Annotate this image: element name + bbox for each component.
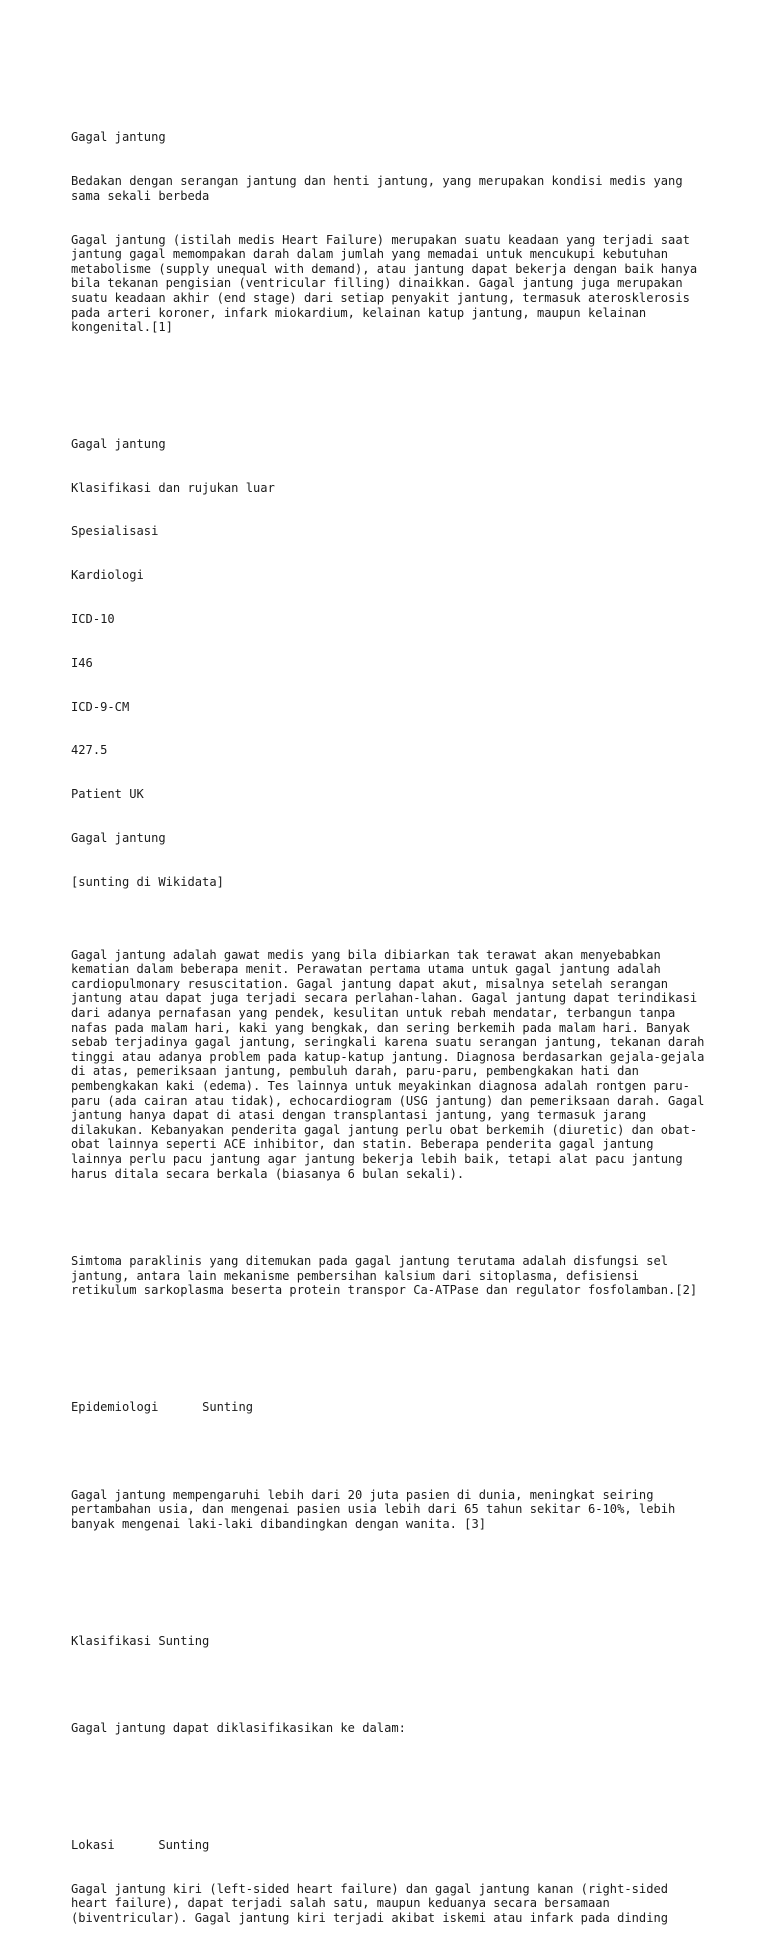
body-paragraph: Gagal jantung adalah gawat medis yang bila dibiarkan tak terawat akan menyebabkan kematian dalam beberapa menit. Perawatan pertama utama untuk gagal jantung adalah cardiopulmonary resuscitation. Gagal jantung dapat akut, misalnya setelah serangan jantung atau dapat juga terjadi secara perlahan-lahan. Gagal jantung dapat terindikasi dari adanya pernafasan yang pendek, kesulitan untuk rebah mendatar, terbangun tanpa nafas pada malam hari, kaki yang bengkak, dan sering berkemih pada malam hari. Banyak sebab terjadinya gagal jantung, seringkali karena suatu serangan jantung, tekanan darah tinggi atau adanya problem pada katup-katup jantung. Diagnosa berdasarkan gejala-gejala di atas, pemeriksaan jantung, pembuluh darah, paru-paru, pembengkakan hati dan pembengkakan kaki (edema). Tes lainnya untuk meyakinkan diagnosa adalah rontgen paru-paru (ada cairan atau tidak), echocardiogram (USG jantung) dan pemeriksaan darah. Gagal jantung hanya dapat di atasi dengan transplantasi jantung, yang termasuk jarang dilakukan. Kebanyakan penderita gagal jantung perlu obat berkemih (diuretic) dan obat-obat lainnya seperti ACE inhibitor, dan statin. Beberapa penderita gagal jantung lainnya perlu pacu jantung agar jantung bekerja lebih baik, tetapi alat pacu jantung harus ditala secara berkala (biasanya 6 bulan sekali). <box>71 947 712 1181</box>
edit-section-link[interactable]: Sunting <box>158 1633 210 1648</box>
infobox-label-icd9: ICD-9-CM <box>71 699 130 714</box>
spacer <box>71 1444 711 1459</box>
section-heading-lokasi <box>71 1838 711 1853</box>
edit-section-link[interactable]: Sunting <box>158 1837 210 1852</box>
infobox-value-patient-uk: Gagal jantung <box>71 830 166 845</box>
section-paragraph: Gagal jantung dapat diklasifikasikan ke dalam: <box>71 1721 406 1736</box>
section-paragraph: Gagal jantung kiri (left-sided heart failure) dan gagal jantung kanan (right-sided heart failure), dapat terjadi salah satu, maupun keduanya secara bersamaan (biventricular). Gagal jantung kiri terjadi akibat iskemi atau infark pada dinding <box>71 1881 676 1925</box>
intro-paragraph: Gagal jantung (istilah medis Heart Failure) merupakan suatu keadaan yang terjadi saat jantung gagal memompakan darah dalam jumlah yang memadai untuk mencukupi kebutuhan metabolisme (supply unequal with demand), atau jantung dapat bekerja dengan baik hanya bila tekanan pengisian (ventricular filling) dinaikkan. Gagal jantung juga merupakan suatu keadaan akhir (end stage) dari setiap penyakit jantung, termasuk aterosklerosis pada arteri koroner, infark miokardium, kelainan katup jantung, maupun kelainan kongenital.[1] <box>71 232 705 335</box>
section-heading-epidemiologi <box>71 1400 711 1415</box>
disambiguation-note: Bedakan dengan serangan jantung dan henti jantung, yang merupakan kondisi medis yang sama sekali berbeda <box>71 174 690 203</box>
spacer <box>71 1765 711 1780</box>
infobox-value-icd10: I46 <box>71 655 93 670</box>
spacer <box>71 1210 711 1225</box>
intro-title: Gagal jantung <box>71 130 166 145</box>
infobox-label-icd10: ICD-10 <box>71 611 115 626</box>
spacer <box>71 1677 711 1692</box>
section-title: Klasifikasi <box>71 1633 152 1648</box>
edit-section-link[interactable]: Sunting <box>202 1400 254 1415</box>
edit-wikidata-link[interactable]: [sunting di Wikidata] <box>71 874 224 889</box>
spacer <box>71 364 711 379</box>
section-paragraph: Gagal jantung mempengaruhi lebih dari 20 juta pasien di dunia, meningkat seiring pertambahan usia, dan mengenai pasien usia lebih dari 65 tahun sekitar 6-10%, lebih banyak mengenai laki-laki dibandingkan dengan wanita. [3] <box>71 1487 683 1531</box>
infobox-value-icd9: 427.5 <box>71 743 108 758</box>
spacer <box>71 1561 711 1576</box>
section-title: Epidemiologi <box>71 1400 159 1415</box>
infobox-subtitle: Klasifikasi dan rujukan luar <box>71 480 275 495</box>
infobox-value-spesialisasi: Kardiologi <box>71 568 144 583</box>
section-title: Lokasi <box>71 1837 115 1852</box>
document-page <box>71 72 711 1955</box>
section-heading-klasifikasi <box>71 1634 711 1649</box>
body-paragraph: Simtoma paraklinis yang ditemukan pada gagal jantung terutama adalah disfungsi sel jantung, antara lain mekanisme pembersihan kalsium dari sitoplasma, defisiensi retikulum sarkoplasma beserta protein transpor Ca-ATPase dan regulator fosfolamban.[2] <box>71 1254 698 1298</box>
infobox-label-patient-uk: Patient UK <box>71 787 144 802</box>
infobox-title: Gagal jantung <box>71 436 166 451</box>
infobox-label-spesialisasi: Spesialisasi <box>71 524 159 539</box>
spacer <box>71 1327 711 1342</box>
